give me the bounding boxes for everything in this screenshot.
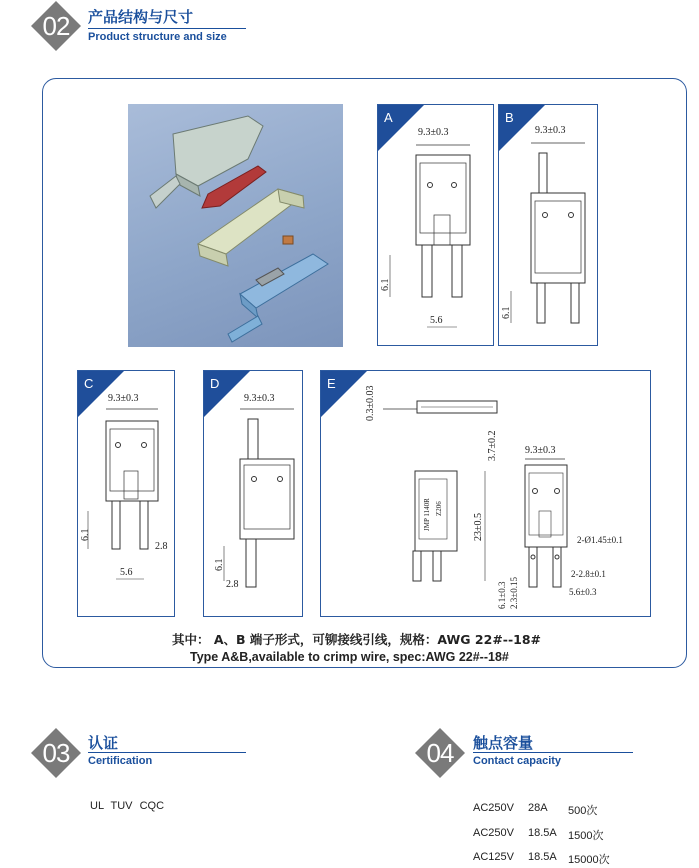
section-04-badge xyxy=(414,727,466,779)
height-dim: 6.1 xyxy=(214,558,225,571)
pin-dim: 2.8 xyxy=(226,579,239,590)
label-text: JMP 1140R xyxy=(423,498,431,531)
terminal-a-drawing xyxy=(378,105,494,346)
panel-e xyxy=(320,370,651,617)
panel-c xyxy=(77,370,175,617)
section-title-cn: 触点容量 xyxy=(473,734,534,752)
panel-letter: A xyxy=(384,110,393,125)
panel-a xyxy=(377,104,494,346)
pin-width-dim: 2-2.8±0.1 xyxy=(571,569,606,579)
section-number: 02 xyxy=(42,10,70,41)
section-divider xyxy=(88,752,246,753)
section-title-cn: 认证 xyxy=(88,734,119,752)
height-dim: 6.1 xyxy=(501,306,512,319)
body-len-dim: 23±0.5 xyxy=(473,513,484,541)
current: 18.5A xyxy=(528,827,557,839)
assembly-e-drawing xyxy=(321,371,651,617)
panel-b xyxy=(498,104,598,346)
section-divider xyxy=(473,752,633,753)
voltage: AC250V xyxy=(473,827,514,839)
panel-letter: C xyxy=(84,376,94,391)
terminal-c-drawing xyxy=(78,371,175,617)
panel-letter: D xyxy=(210,376,220,391)
panel-letter: B xyxy=(505,110,514,125)
cycles: 500次 xyxy=(568,805,598,817)
width-dim: 9.3±0.3 xyxy=(535,125,566,136)
pin-offset-dim: 2.3±0.15 xyxy=(509,577,519,609)
capacity-row xyxy=(473,802,628,818)
pitch-dim: 5.6±0.3 xyxy=(569,587,597,597)
height-dim: 6.1 xyxy=(380,278,391,291)
cycles: 1500次 xyxy=(568,830,604,842)
section-03-badge xyxy=(30,727,82,779)
capacity-row xyxy=(473,851,628,867)
section-number: 03 xyxy=(42,737,70,768)
hole-dim: 2-Ø1.45±0.1 xyxy=(577,535,623,545)
exploded-parts-illustration xyxy=(128,104,343,347)
pitch-dim: 5.6 xyxy=(120,567,133,578)
section-title-en: Contact capacity xyxy=(473,755,562,767)
code-text: Z206 xyxy=(435,501,443,516)
terminal-b-drawing xyxy=(499,105,598,346)
cycles: 15000次 xyxy=(568,854,610,866)
width-dim: 9.3±0.3 xyxy=(418,127,449,138)
terminal-note-en: Type A&B,available to crimp wire, spec:AWG 22#--18# xyxy=(190,650,509,664)
section-title-en: Certification xyxy=(88,755,153,767)
capacity-row xyxy=(473,827,628,843)
width-dim: 9.3±0.3 xyxy=(525,445,556,456)
voltage: AC125V xyxy=(473,851,514,863)
certification-list: UL TUV CQC xyxy=(90,800,165,812)
section-number: 04 xyxy=(426,737,454,768)
pitch-dim: 5.6 xyxy=(430,315,443,326)
terminal-d-drawing xyxy=(204,371,303,617)
section-title-en: Product structure and size xyxy=(88,31,227,43)
body-thick-dim: 3.7±0.2 xyxy=(487,430,498,461)
section-title-cn: 产品结构与尺寸 xyxy=(88,8,194,26)
panel-d xyxy=(203,370,303,617)
product-exploded-view-image xyxy=(128,104,343,347)
pin-len-dim: 6.1±0.3 xyxy=(497,581,507,609)
width-dim: 9.3±0.3 xyxy=(244,393,275,404)
height-dim: 6.1 xyxy=(80,528,91,541)
pin-dim: 2.8 xyxy=(155,541,168,552)
section-divider xyxy=(88,28,246,29)
width-dim: 9.3±0.3 xyxy=(108,393,139,404)
voltage: AC250V xyxy=(473,802,514,814)
thickness-dim: 0.3±0.03 xyxy=(365,385,376,421)
terminal-note-cn: 其中： A、B 端子形式，可铆接线引线，规格：AWG 22#--18# xyxy=(172,632,542,647)
panel-letter: E xyxy=(327,376,336,391)
current: 18.5A xyxy=(528,851,557,863)
section-02-badge xyxy=(30,0,82,52)
current: 28A xyxy=(528,802,548,814)
